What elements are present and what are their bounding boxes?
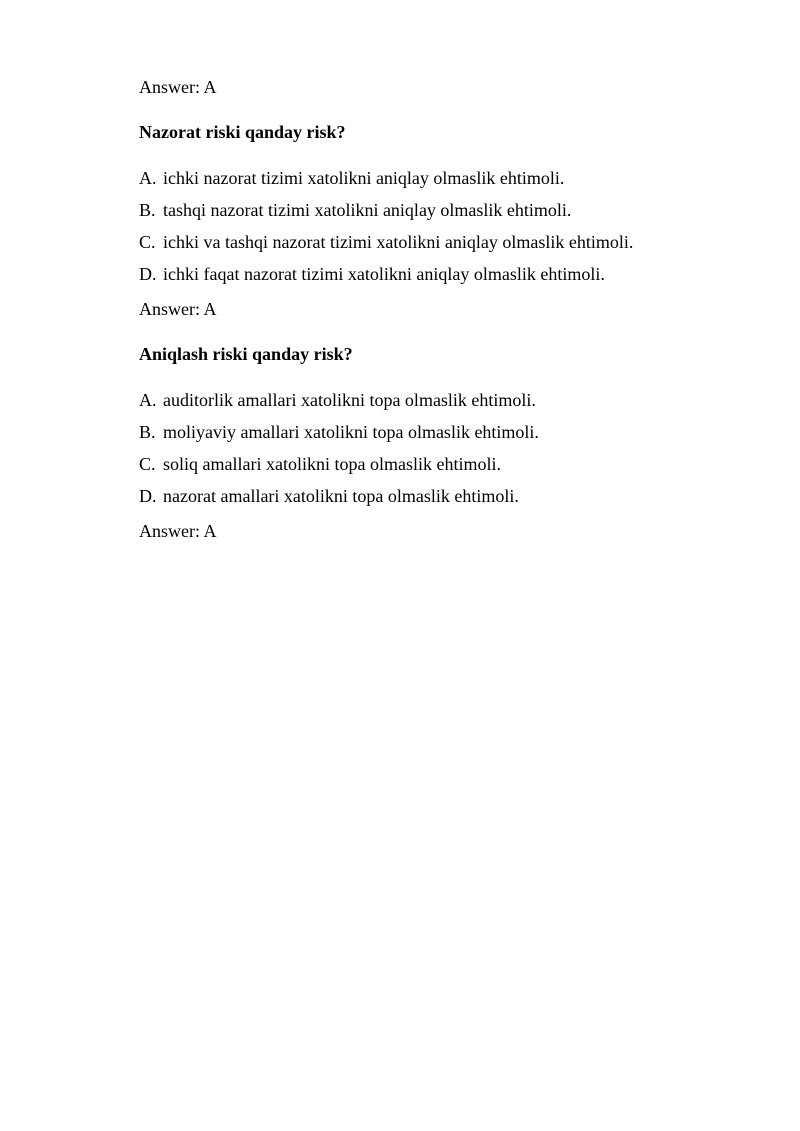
answer-line: Answer: A <box>139 299 217 319</box>
option-letter: B. <box>139 422 156 442</box>
answer-line: Answer: A <box>139 521 217 541</box>
option-letter: B. <box>139 200 156 220</box>
option-d <box>139 263 739 285</box>
question-title: Aniqlash riski qanday risk? <box>139 344 353 364</box>
option-b <box>139 199 739 221</box>
option-letter: A. <box>139 168 157 188</box>
option-letter: D. <box>139 264 157 284</box>
answer-line: Answer: A <box>139 77 217 97</box>
option-b <box>139 421 739 443</box>
option-d <box>139 485 739 507</box>
option-c <box>139 231 739 253</box>
option-text: ichki nazorat tizimi xatolikni aniqlay olmaslik ehtimoli. <box>163 168 565 188</box>
option-c <box>139 453 739 475</box>
option-text: soliq amallari xatolikni topa olmaslik ehtimoli. <box>163 454 501 474</box>
options-list <box>139 389 739 507</box>
document-page <box>139 76 739 542</box>
question-title: Nazorat riski qanday risk? <box>139 122 346 142</box>
question-block-2 <box>139 343 739 542</box>
option-text: ichki va tashqi nazorat tizimi xatolikni aniqlay olmaslik ehtimoli. <box>163 232 634 252</box>
question-block-1 <box>139 121 739 320</box>
option-text: moliyaviy amallari xatolikni topa olmaslik ehtimoli. <box>163 422 539 442</box>
option-a <box>139 167 739 189</box>
option-letter: C. <box>139 232 156 252</box>
option-letter: C. <box>139 454 156 474</box>
option-text: nazorat amallari xatolikni topa olmaslik ehtimoli. <box>163 486 519 506</box>
options-list <box>139 167 739 285</box>
option-text: auditorlik amallari xatolikni topa olmaslik ehtimoli. <box>163 390 536 410</box>
option-letter: D. <box>139 486 157 506</box>
option-a <box>139 389 739 411</box>
option-text: ichki faqat nazorat tizimi xatolikni aniqlay olmaslik ehtimoli. <box>163 264 605 284</box>
option-text: tashqi nazorat tizimi xatolikni aniqlay olmaslik ehtimoli. <box>163 200 572 220</box>
option-letter: A. <box>139 390 157 410</box>
